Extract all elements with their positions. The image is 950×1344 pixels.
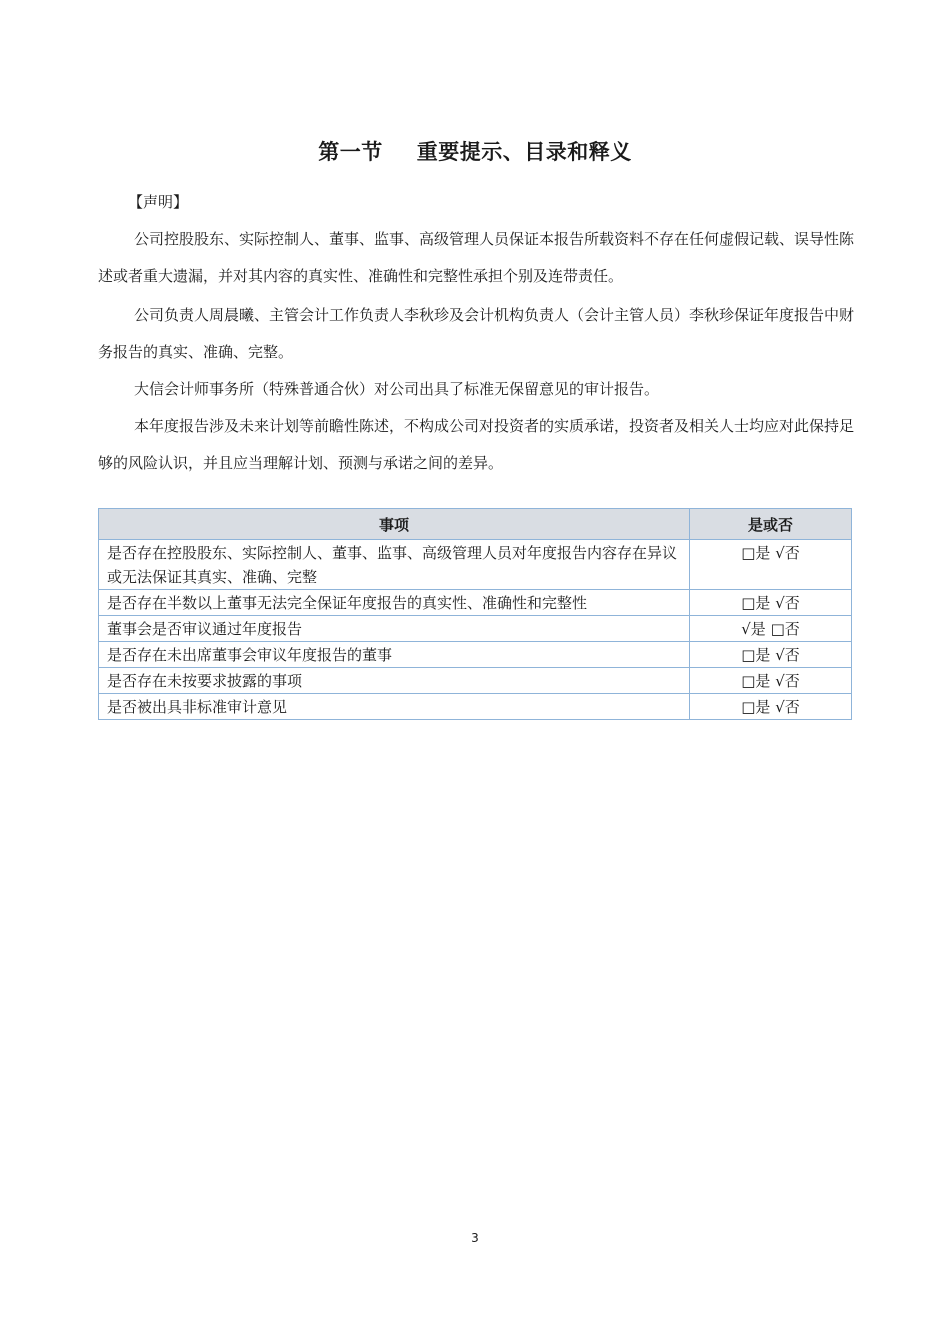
- section-title: [0, 136, 950, 166]
- row-item: 董事会是否审议通过年度报告: [99, 616, 690, 642]
- paragraph-1-block: [98, 221, 854, 295]
- paragraph-3-block: [98, 371, 854, 408]
- paragraph-2-block: [98, 297, 854, 371]
- paragraph: 公司控股股东、实际控制人、董事、监事、高级管理人员保证本报告所载资料不存在任何虚假记载、误导性陈述或者重大遗漏，并对其内容的真实性、准确性和完整性承担个别及连带责任。: [98, 230, 855, 285]
- table-row: [99, 642, 852, 668]
- table-row: [99, 540, 852, 590]
- row-answer: □是 √否: [690, 694, 852, 720]
- row-answer: □是 √否: [690, 642, 852, 668]
- header-answer: 是或否: [690, 509, 852, 540]
- row-answer: □是 √否: [690, 668, 852, 694]
- section-number: 第一节: [318, 140, 383, 164]
- row-item: 是否被出具非标准审计意见: [99, 694, 690, 720]
- paragraph-4-block: [98, 408, 854, 482]
- row-item: 是否存在未按要求披露的事项: [99, 668, 690, 694]
- row-answer: □是 √否: [690, 540, 852, 590]
- paragraph: 大信会计师事务所（特殊普通合伙）对公司出具了标准无保留意见的审计报告。: [134, 380, 660, 398]
- row-item: 是否存在未出席董事会审议年度报告的董事: [99, 642, 690, 668]
- table-row: [99, 616, 852, 642]
- page-number: 3: [471, 1231, 479, 1245]
- header-item: 事项: [99, 509, 690, 540]
- table-row: [99, 694, 852, 720]
- table-row: [99, 668, 852, 694]
- declaration-label: 【声明】: [128, 193, 189, 211]
- row-answer: □是 √否: [690, 590, 852, 616]
- table-header-row: [99, 509, 852, 540]
- row-item: 是否存在半数以上董事无法完全保证年度报告的真实性、准确性和完整性: [99, 590, 690, 616]
- row-answer: √是 □否: [690, 616, 852, 642]
- section-heading: 重要提示、目录和释义: [416, 140, 632, 164]
- paragraph: 本年度报告涉及未来计划等前瞻性陈述，不构成公司对投资者的实质承诺，投资者及相关人士均应对此保持足够的风险认识，并且应当理解计划、预测与承诺之间的差异。: [98, 417, 855, 472]
- row-item: 是否存在控股股东、实际控制人、董事、监事、高级管理人员对年度报告内容存在异议或无法保证其真实、准确、完整: [99, 540, 690, 590]
- paragraph: 公司负责人周晨曦、主管会计工作负责人李秋珍及会计机构负责人（会计主管人员）李秋珍保证年度报告中财务报告的真实、准确、完整。: [98, 306, 855, 361]
- table-row: [99, 590, 852, 616]
- disclosure-table: [98, 508, 852, 720]
